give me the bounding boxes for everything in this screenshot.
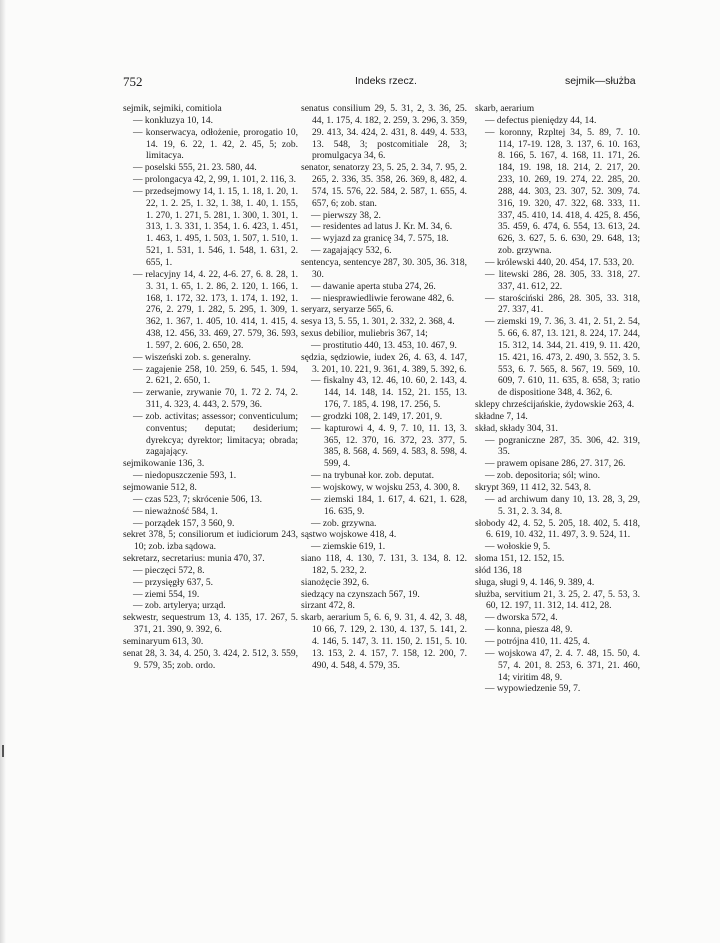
index-subentry: — niedopuszczenie 593, 1. (133, 471, 237, 482)
index-entry: senatus consilium 29, 5. 31, 2, 3. 36, 25. 44, 1. 175, 4. 182, 2. 259, 3. 296, 3. 359, 29. 413, 34. 424, 2. 431, 8. 449, 4. 533, 13. 548, 3; postcomitiale 28, 3; promulgacya 34, 6. (301, 104, 467, 162)
index-entry: sejmowanie 512, 8. (123, 483, 197, 493)
index-subentry: — ziemskie 619, 1. (311, 542, 386, 553)
index-entry: siedzący na czynszach 567, 19. (301, 589, 420, 600)
index-subentry: — pierwszy 38, 2. (311, 210, 381, 221)
index-subentry: — nieważność 584, 1. (133, 506, 218, 517)
index-subentry: — poselski 555, 21. 23. 580, 44. (133, 163, 257, 174)
index-entry: senator, senatorzy 23, 5. 25, 2. 34, 7. 95, 2. 265, 2. 336, 35. 358, 26. 369, 8, 482, 4. 574, 15. 576, 22. 584, 2. 587, 1. 655, 4. 657, 6; zob. stan. (301, 163, 467, 209)
index-entry: seminaryum 613, 30. (123, 636, 204, 647)
index-subentry: — pograniczne 287, 35. 306, 42. 319, 35. (485, 435, 640, 458)
index-subentry: — przysięgły 637, 5. (133, 577, 213, 588)
index-subentry: — residentes ad latus J. Kr. M. 34, 6. (311, 222, 453, 233)
index-entry: sekretarz, secretarius: munia 470, 37. (123, 554, 265, 565)
index-entry: sirzant 472, 8. (301, 601, 355, 612)
index-subentry: — prolongacya 42, 2, 99, 1. 101, 2. 116, 3. (133, 175, 296, 186)
index-entry: siano 118, 4. 130, 7. 131, 3. 134, 8. 12. 182, 5. 232, 2. (301, 554, 467, 576)
index-entry: sentencya, sentencye 287, 30. 305, 36. 318, 30. (301, 257, 467, 280)
index-entry: skarb, aerarium 5, 6. 6, 9. 31, 4. 42, 3. 48, 10 66, 7. 129, 2. 130, 4. 137, 5. 141, 2. 4. 146, 5. 147, 3. 11. 150, 2. 151, 5. 10. 13. 153, 2. 4. 157, 7. 158, 12. 200, 7. 490, 4. 548, 4. 579, 35. (301, 613, 467, 671)
index-subentry: — zob. activitas; assessor; conventiculum; conventus; deputat; desiderium; dyrekcya; dyrektor; limitacya; obrada; zagajający. (133, 411, 298, 458)
scan-edge-shadow (0, 0, 6, 943)
index-entry: sklepy chrześcijańskie, żydowskie 263, 4. (475, 400, 635, 411)
index-column-left (123, 104, 298, 673)
index-entry: słobody 42, 4. 52, 5. 205, 18. 402, 5. 418, 6. 619, 10. 432, 11. 497, 3. 9. 524, 11. (475, 518, 640, 541)
index-subentry: — potrójna 410, 11. 425, 4. (485, 636, 590, 647)
index-entry: słoma 151, 12. 152, 15. (475, 554, 565, 565)
index-subentry: — konkluzya 10, 14. (133, 115, 213, 126)
index-subentry: — zob. artylerya; urząd. (133, 601, 226, 612)
page-number: 752 (123, 74, 143, 89)
index-subentry: — zob. depositoria; sól; wino. (485, 471, 601, 482)
index-subentry: — wypowiedzenie 59, 7. (485, 684, 581, 695)
index-subentry: — grodzki 108, 2. 149, 17. 201, 9. (311, 411, 443, 422)
index-subentry: — zob. grzywna. (311, 518, 377, 529)
index-subentry: — fiskalny 43, 12. 46, 10. 60, 2. 143, 4. 144, 14. 148, 14. 152, 21. 155, 13. 176, 7. 185, 4. 198, 17. 256, 5. (311, 376, 467, 411)
index-subentry: — na trybunał kor. zob. deputat. (311, 471, 434, 482)
index-subentry: — ziemi 554, 19. (133, 589, 200, 600)
index-entry: sekret 378, 5; consiliorum et iudiciorum 243, 10; zob. izba sądowa. (123, 530, 298, 553)
index-subentry: — wojskowy, w wojsku 253, 4. 300, 8. (311, 483, 460, 493)
index-entry: służba, servitium 21, 3. 25, 2. 47, 5. 53, 3. 60, 12. 197, 11. 312, 14. 412, 28. (475, 589, 640, 612)
index-entry: sąstwo wojskowe 418, 4. (301, 530, 397, 541)
index-subentry: — ziemski 19, 7. 36, 3. 41, 2. 51, 2. 54, 5. 66, 6. 87, 13. 121, 8. 224, 17. 244, 15. 312, 14. 344, 21. 419, 9. 11. 420, 15. 421, 16. 473, 2. 490, 3. 552, 3. 5. 553, 6. 7. 565, 8. 567, 19. 569, 10. 609, 7. 610, 11. 635, 8. 658, 3; ratio de dispositione 348, 4. 362, 6. (485, 317, 640, 399)
index-subentry: — ad archiwum dany 10, 13. 28, 3, 29, 5. 31, 2. 3. 34, 8. (485, 494, 640, 517)
index-subentry: — królewski 440, 20. 454, 17. 533, 20. (485, 257, 635, 268)
index-subentry: — zagajenie 258, 10. 259, 6. 545, 1. 594, 2. 621, 2. 650, 1. (133, 364, 298, 387)
index-entry: sekwestr, sequestrum 13, 4. 135, 17. 267, 5. 371, 21. 390, 9. 392, 6. (123, 613, 298, 636)
page-header (0, 74, 720, 90)
index-subentry: — wojskowa 47, 2. 4. 7. 48, 15. 50, 4. 57, 4. 201, 8. 253, 6. 371, 21. 460, 14; viritim 48, 9. (485, 648, 640, 683)
index-entry: słód 136, 18 (475, 565, 522, 576)
index-entry: sesya 13, 5. 55, 1. 301, 2. 332, 2. 368, 4. (301, 317, 455, 328)
index-entry: sianożęcie 392, 6. (301, 577, 370, 588)
index-subentry: — zerwanie, zrywanie 70, 1. 72 2. 74, 2. 311, 4. 323, 4. 443, 2. 579, 36. (133, 388, 298, 411)
index-subentry: — kapturowi 4, 4. 9, 7. 10, 11. 13, 3. 365, 12. 370, 16. 372, 23. 377, 5. 385, 8. 568, 4. 569, 4. 583, 8. 598, 4. 599, 4. (311, 423, 467, 470)
index-subentry: — zagajający 532, 6. (311, 246, 392, 257)
index-subentry: — ziemski 184, 1. 617, 4. 621, 1. 628, 16. 635, 9. (311, 494, 467, 517)
index-entry: sexus debilior, muliebris 367, 14; (301, 329, 428, 340)
index-entry: skład, składy 304, 31. (475, 423, 558, 434)
index-subentry: — niesprawiedliwie ferowane 482, 6. (311, 293, 454, 304)
index-subentry: — pieczęci 572, 8. (133, 565, 205, 576)
index-entry: sługa, sługi 9, 4. 146, 9. 389, 4. (475, 577, 595, 588)
index-entry: skarb, aerarium (475, 104, 535, 114)
index-subentry: — wiszeński zob. s. generalny. (133, 352, 251, 363)
index-subentry: — litewski 286, 28. 305, 33. 318, 27. 337, 41. 612, 22. (485, 269, 640, 292)
index-subentry: — wyjazd za granicę 34, 7. 575, 18. (311, 234, 449, 245)
index-subentry: — defectus pieniędzy 44, 14. (485, 115, 597, 126)
index-entry: sejmikowanie 136, 3. (123, 459, 205, 470)
header-title: Indeks rzecz. (355, 75, 417, 87)
index-subentry: — koronny, Rzpltej 34, 5. 89, 7. 10. 114, 17-19. 128, 3. 137, 6. 10. 163, 8. 166, 5. 167, 4. 168, 11. 171, 26. 184, 19. 198, 18. 214, 2. 217, 20. 233, 10. 269, 19. 274, 22. 285, 20. 288, 44. 303, 23. 307, 52. 309, 74. 316, 19. 320, 47. 322, 68. 333, 11. 337, 45. 410, 14. 418, 4. 425, 8. 456, 35. 459, 6. 474, 6. 554, 13. 613, 24. 626, 3. 627, 5. 6. 630, 29. 648, 13; zob. grzywna. (485, 127, 640, 257)
index-subentry: — prawem opisane 286, 27. 317, 26. (485, 459, 626, 470)
index-subentry: — porządek 157, 3 560, 9. (133, 518, 235, 529)
index-subentry: — przedsejmowy 14, 1. 15, 1. 18, 1. 20, 1. 22, 1. 2. 25, 1. 32, 1. 38, 1. 40, 1. 155, 1. 270, 1. 271, 5. 281, 1. 300, 1. 301, 1. 313, 1. 3. 331, 1. 354, 1. 6. 423, 1. 451, 1. 463, 1. 495, 1. 503, 1. 507, 1. 510, 1. 521, 1. 531, 1. 546, 1. 548, 1. 631, 2. 655, 1. (133, 186, 298, 268)
index-entry: sędzia, sędziowie, iudex 26, 4. 63, 4. 147, 3. 201, 10. 221, 9. 361, 4. 389, 5. 392, 6. (301, 352, 467, 375)
index-column-right (475, 104, 640, 696)
index-subentry: — konserwacya, odłożenie, prorogatio 10, 14. 19, 6. 22, 1. 42, 2. 45, 5; zob. limitacya. (133, 127, 298, 162)
index-entry: skrypt 369, 11 412, 32. 543, 8. (475, 483, 592, 493)
index-subentry: — prostitutio 440, 13. 453, 10. 467, 9. (311, 340, 457, 351)
index-column-middle (301, 104, 467, 673)
index-entry: seryarz, seryarze 565, 6. (301, 305, 394, 316)
index-subentry: — konna, piesza 48, 9. (485, 625, 573, 636)
index-subentry: — dworska 572, 4. (485, 613, 558, 624)
running-head: sejmik—służba (565, 75, 636, 87)
index-entry: sejmik, sejmiki, comitiola (123, 104, 222, 114)
index-subentry: — dawanie aperta stuba 274, 26. (311, 281, 436, 292)
index-entry: senat 28, 3. 34, 4. 250, 3. 424, 2. 512, 3. 559, 9. 579, 35; zob. ordo. (123, 648, 298, 671)
margin-mark (2, 745, 4, 757)
index-subentry: — relacyjny 14, 4. 22, 4-6. 27, 6. 8. 28, 1. 3. 31, 1. 65, 1. 2. 86, 2. 120, 1. 166, 1. 168, 1. 172, 32. 173, 1. 174, 1. 192, 1. 276, 2. 279, 1. 282, 5. 295, 1. 309, 1. 362, 1. 367, 1. 405, 10. 414, 1. 415, 4. 438, 12. 456, 33. 469, 27. 579, 36. 593, 1. 597, 2. 606, 2. 650, 28. (133, 269, 298, 351)
index-subentry: — wołoskie 9, 5. (485, 542, 551, 553)
index-entry: składne 7, 14. (475, 411, 528, 422)
index-subentry: — czas 523, 7; skrócenie 506, 13. (133, 494, 263, 505)
index-subentry: — starościński 286, 28. 305, 33. 318, 27. 337, 41. (485, 293, 640, 316)
